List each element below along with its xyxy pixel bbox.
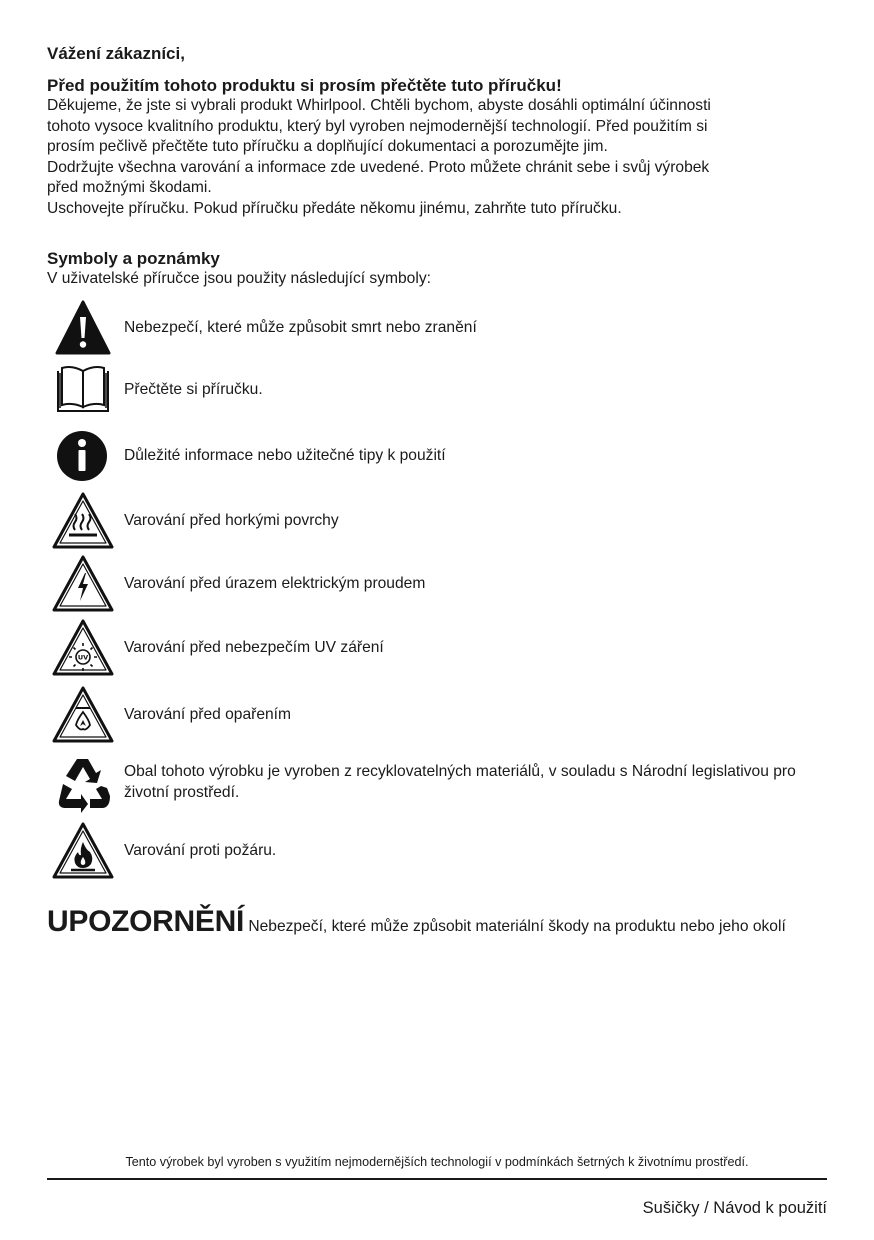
symbol-text: Důležité informace nebo užitečné tipy k použití [124, 446, 446, 464]
symbol-row-uv-radiation [50, 617, 830, 679]
intro-line: Dodržujte všechna varování a informace zde uvedené. Proto můžete chránit sebe i svůj výrobek [47, 158, 710, 176]
intro-line: Děkujeme, že jste si vybrali produkt Whirlpool. Chtěli bychom, abyste dosáhli optimální účinnosti [47, 97, 711, 114]
symbol-text: Varování před úrazem elektrickým proudem [124, 574, 426, 592]
electric-shock-icon [50, 553, 116, 615]
symbols-heading: Symboly a poznámky [47, 249, 220, 268]
intro-line: prosím pečlivě přečtěte tuto příručku a doplňující dokumentaci a porozumějte jim. [47, 138, 608, 156]
fire-icon [50, 820, 116, 882]
footer-note: Tento výrobek byl vyroben s využitím nejmodernějších technologií v podmínkách šetrných k životnímu prostředí. [125, 1155, 749, 1169]
symbol-text: Varování před nebezpečím UV záření [124, 638, 384, 656]
notice-block [47, 905, 837, 938]
intro-line: Uschovejte příručku. Pokud příručku předáte někomu jinému, zahrňte tuto příručku. [47, 199, 622, 217]
greeting: Vážení zákazníci, [47, 44, 185, 63]
subtitle: Před použitím tohoto produktu si prosím přečtěte tuto příručku! [47, 76, 562, 95]
symbol-text: Varování před opařením [124, 705, 292, 723]
footer-page-label: Sušičky / Návod k použití [642, 1199, 827, 1217]
scald-icon [50, 684, 116, 746]
danger-icon [50, 297, 116, 359]
symbol-row-danger [50, 297, 830, 359]
hot-surface-icon [50, 490, 116, 552]
symbol-text: Přečtěte si příručku. [124, 380, 263, 398]
symbol-text: Varování proti požáru. [124, 841, 277, 859]
recycling-icon [50, 752, 116, 814]
symbol-text: Varování před horkými povrchy [124, 511, 339, 529]
info-icon [50, 425, 116, 487]
symbol-text: Nebezpečí, které může způsobit smrt nebo zranění [124, 318, 477, 336]
symbol-row-recycling [50, 752, 830, 814]
footer-divider [47, 1178, 827, 1180]
uv-radiation-icon [50, 617, 116, 679]
symbol-row-manual [50, 359, 830, 421]
symbol-row-fire [50, 820, 830, 882]
symbol-row-electric-shock [50, 553, 830, 615]
notice-text: Nebezpečí, které může způsobit materiální škody na produktu nebo jeho okolí [244, 918, 786, 935]
svg-text:UV: UV [77, 653, 89, 662]
symbol-row-hot-surface [50, 490, 830, 552]
symbols-intro: V uživatelské příručce jsou použity následující symboly: [47, 270, 431, 287]
notice-word: UPOZORNĚNÍ [47, 905, 245, 938]
symbol-row-scald [50, 684, 830, 746]
intro-paragraph [47, 96, 827, 220]
intro-line: před možnými škodami. [47, 179, 212, 197]
intro-line: tohoto vysoce kvalitního produktu, který byl vyroben nejmodernější technologií. Před použitím si [47, 117, 708, 135]
manual-icon [50, 359, 116, 421]
symbol-text: Obal tohoto výrobku je vyroben z recyklovatelných materiálů, v souladu s Národní legislativou pro životní prostředí. [124, 763, 796, 801]
symbol-row-info [50, 425, 830, 487]
